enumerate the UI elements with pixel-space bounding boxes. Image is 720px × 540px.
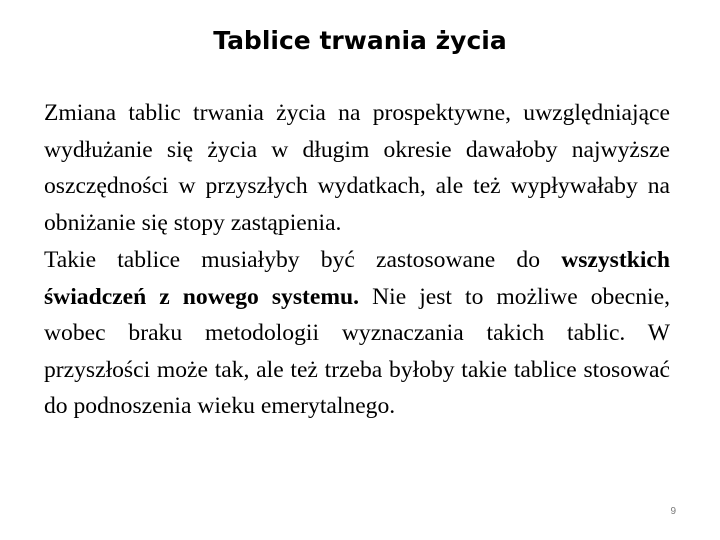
slide-title: Tablice trwania życia [213,26,507,55]
page-number: 9 [670,506,676,517]
slide-body [44,95,670,425]
paragraph-2-text-start: Takie tablice musiałyby być zastosowane do [44,247,562,273]
paragraph-1: Zmiana tablic trwania życia na prospektywne, uwzględniające wydłużanie się życia w długim okresie dawałoby najwyższe oszczędności w przyszłych wydatkach, ale też wypływałaby na obniżanie się stopy zastąpienia. [44,100,670,236]
paragraph-2-bold-text: wszystkich świadczeń z nowego systemu. [44,247,670,310]
paragraph-2-text-end: Nie jest to możliwe obecnie, wobec braku metodologii wyznaczania takich tablic. W przyszłości może tak, ale też trzeba byłoby takie tablice stosować do podnoszenia wieku emerytalnego. [44,283,670,419]
paragraph-2 [44,242,670,425]
